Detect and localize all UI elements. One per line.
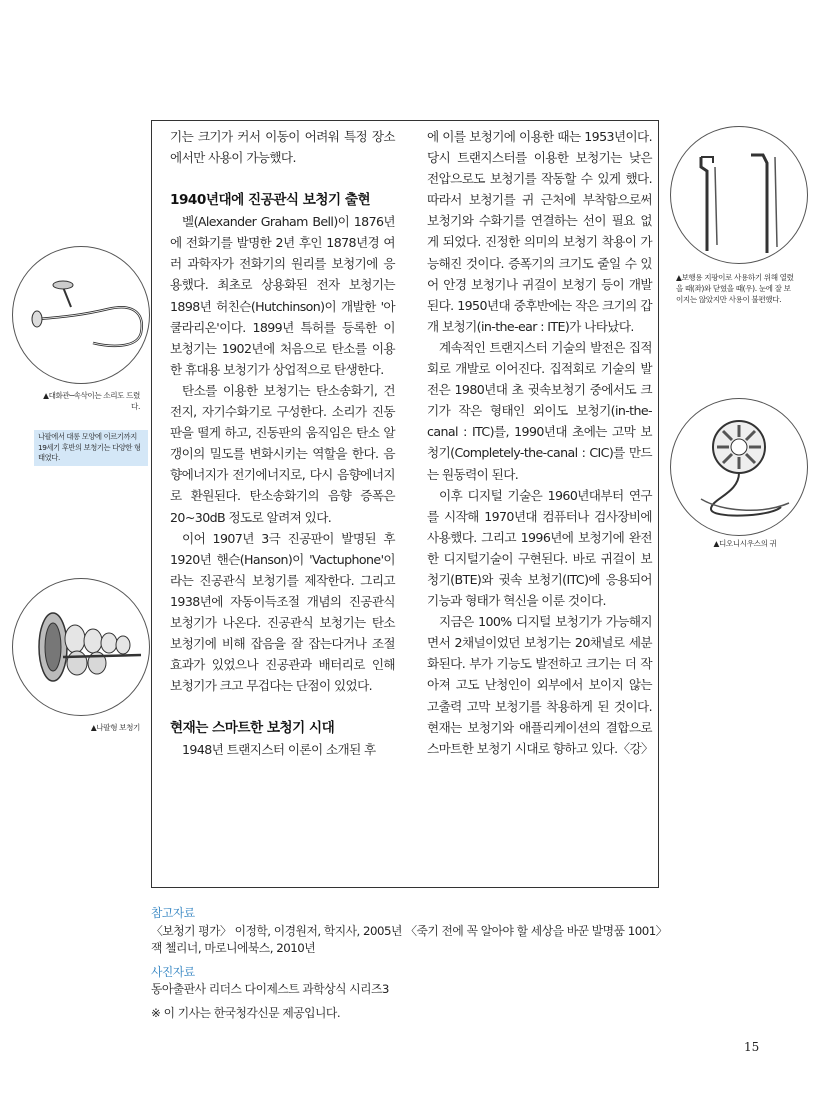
caption-box: 나팔에서 대롱 모양에 이르기까지 19세기 후반의 보청기는 다양한 형태였다. bbox=[34, 430, 148, 466]
paragraph: 지금은 100% 디지털 보청기가 가능해지면서 2채널이었던 보청기는 20채널로 세분화된다. 부가 기능도 발전하고 크기는 더 작아져 고도 난청인이 외부에서 보이지 않는 고출력 고막 보청기를 착용하게 된 것이다. 현재는 보청기와 애플리케이션의 결합으로 스마트한 보청기 시대로 향하고 있다.〈강〉 bbox=[427, 614, 654, 756]
paragraph: 이어 1907년 3극 진공판이 발명된 후 1920년 핸슨(Hanson)이 'Vactuphone'이라는 진공관식 보청기를 제작한다. 그리고 1938년에 자동이득조절 개념의 진공관식 보청기가 나온다. 진공관식 보청기는 탄소 보청기에 비해 잡음을 잘 잡는다거나 조절 효과가 있었으나 진공관과 배터리로 인해 보청기가 크고 무겁다는 단점이 있었다. bbox=[170, 530, 395, 694]
figure-caption: ▲나팔형 보청기 bbox=[90, 723, 140, 732]
ear-trumpet-illustration bbox=[12, 578, 150, 716]
references-label: 참고자료 bbox=[151, 906, 195, 920]
paragraph: 기는 크기가 커서 이동이 어려워 특정 장소에서만 사용이 가능했다. bbox=[170, 129, 395, 166]
paragraph: 벨(Alexander Graham Bell)이 1876년에 전화기를 발명한 2년 후인 1878년경 여러 과학자가 전화기의 원리를 보청기에 응용했다. 최초로 상용화된 전자 보청기는 1898년 허친슨(Hutchinson)이 개발한 '아쿨라리온'이다. 1899년 특허를 등록한 이 보청기는 1902년에 처음으로 탄소를 이용한 휴대용 보청기가 상업적으로 탄생한다. bbox=[170, 214, 395, 377]
right-column bbox=[427, 126, 652, 759]
walking-cane-icon bbox=[671, 127, 807, 263]
section-heading: 현재는 스마트한 보청기 시대 bbox=[170, 720, 335, 737]
source-note: ※ 이 기사는 한국청각신문 제공입니다. bbox=[151, 1005, 341, 1020]
paragraph: 1948년 트랜지스터 이론이 소개된 후 bbox=[182, 742, 376, 758]
ear-trumpet-icon bbox=[13, 579, 149, 715]
left-column bbox=[170, 126, 395, 760]
page-number: 15 bbox=[744, 1040, 760, 1054]
speaking-tube-illustration bbox=[12, 246, 150, 384]
photo-source-text: 동아출판사 리더스 다이제스트 과학상식 시리즈3 bbox=[151, 982, 389, 996]
figure-caption: ▲대화관─속삭이는 소리도 드렸다. bbox=[43, 391, 140, 411]
paragraph: 에 이를 보청기에 이용한 때는 1953년이다. 당시 트랜지스터를 이용한 보청기는 낮은 전압으로도 보청기를 작동할 수 있게 했다. 따라서 보청기를 귀 근처에 부착함으로써 보청기와 수화기를 연결하는 선이 필요 없게 되었다. 진정한 의미의 보청기 착용이 가능해진 것이다. 증폭기의 크기도 줄일 수 있어 안경 보청기나 귀걸이 보청기 등이 개발된다. 1950년대 중후반에는 작은 크기의 갑개 보청기(in-the-ear : ITE)가 나타났다. bbox=[427, 129, 652, 334]
paragraph: 탄소를 이용한 보청기는 탄소송화기, 건전지, 자기수화기로 구성한다. 소리가 진동판을 떨게 하고, 진동판의 움직임은 탄소 알갱이의 밀도를 변화시키는 역할을 한다. 음향에너지가 전기에너지로, 다시 음향에너지로 환원된다. 탄소송화기의 음향 증폭은 20~30dB 정도로 알려져 있다. bbox=[170, 382, 395, 525]
figure-caption: ▲디오니시우스의 귀 bbox=[713, 539, 777, 548]
paragraph: 이후 디지털 기술은 1960년대부터 연구를 시작해 1970년대 컴퓨터나 검사장비에 사용했다. 그리고 1996년에 보청기에 완전한 디지털기술이 구현된다. 바로 귀걸이 보청기(BTE)와 귓속 보청기(ITC)에 응용되어 기능과 형태가 혁신을 이룬 것이다. bbox=[427, 487, 652, 609]
figure-caption: ▲보행용 지팡이로 사용하기 위해 열렸을 때(좌)와 닫혔을 때(우). 눈에 잘 보이지는 않았지만 사용이 불편했다. bbox=[676, 273, 794, 304]
dionysius-ear-illustration bbox=[670, 398, 808, 536]
reference-text: 〈보청기 평가〉 이정학, 이경원저, 학지사, 2005년 〈죽기 전에 꼭 알아야 할 세상을 바꾼 발명품 1001〉 잭 첼리너, 마로니에북스, 2010년 bbox=[151, 923, 668, 955]
photo-source-label: 사진자료 bbox=[151, 964, 195, 979]
paragraph: 계속적인 트랜지스터 기술의 발전은 집적회로 개발로 이어진다. 집적회로 기술의 발전은 1980년대 초 귓속보청기 중에서도 크기가 작은 형태인 외이도 보청기(in-the-canal : ITC)를, 1990년대 초에는 고막 보청기(Completely-the-canal : CIC)를 만드는 원동력이 된다. bbox=[427, 339, 652, 482]
dionysius-ear-icon bbox=[671, 399, 807, 535]
section-heading: 1940년대에 진공관식 보청기 출현 bbox=[170, 192, 371, 209]
walking-cane-illustration bbox=[670, 126, 808, 264]
speaking-tube-icon bbox=[13, 247, 149, 383]
references bbox=[151, 905, 671, 1022]
